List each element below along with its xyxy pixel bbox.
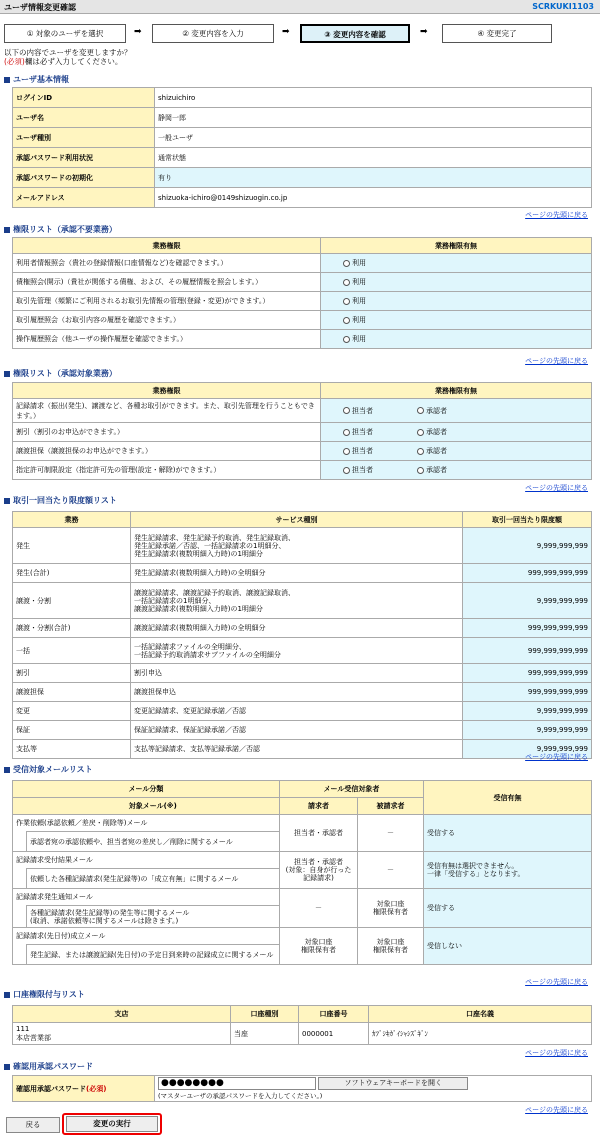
section-perm-no-approval: 権限リスト（承認不要業務） xyxy=(4,224,117,235)
password-table: 確認用承認パスワード(必須) ●●●●●●●● ソフトウェアキーボードを開く (マスターユーザの承認パスワードを入力してください。) xyxy=(12,1075,592,1102)
mail-row: 記録請求受付結果メール 担当者・承認者 (対象：自身が行った 記録請求) － 受信有無は選択できません。 一律「受信する」となります。 xyxy=(13,852,592,869)
mail-subrow: 発生記録、または譲渡記録(先日付)の予定日到来時の記録成立に関するメール xyxy=(13,945,592,965)
radio-icon xyxy=(343,317,350,324)
section-mail: 受信対象メールリスト xyxy=(4,764,93,775)
execute-change-button[interactable]: 変更の実行 xyxy=(66,1116,158,1132)
software-keyboard-button[interactable]: ソフトウェアキーボードを開く xyxy=(318,1077,468,1090)
radio-icon xyxy=(343,467,350,474)
back-to-top-link[interactable]: ページの先頭に戻る xyxy=(525,484,588,492)
radio-icon xyxy=(343,298,350,305)
step-indicator xyxy=(0,24,600,44)
limit-row: 発生 発生記録請求、発生記録予約取消、発生記録取消、 発生記録承諾／否認、一括記録請求の1明細分、 発生記録請求(複数明細入力時)の1明細分 9,999,999,999 xyxy=(13,528,592,564)
title-bar xyxy=(0,0,600,14)
radio-icon xyxy=(417,448,424,455)
limit-table: 業務 サービス種別 取引一回当たり限度額 発生 発生記録請求、発生記録予約取消、発生記録取消、 発生記録承諾／否認、一括記録請求の1明細分、 発生記録請求(複数明細入力時)の1明細分 9,999,999,999 発生(合計) 発生記録請求(複数明細入力時)の全明細分 999,999,999,999 譲渡・分割 譲渡記録請求、譲渡記録予約取消、譲渡記録取消、 一括記録請求の1明細分、 譲渡記録請求(複数明細入力時)の1明細分 9,999,999,999 譲渡・分割(合計) 譲渡記録請求(複数明細入力時)の全明細分 999,999,999,999 一括 一括記録請求ファイルの全明細分、 一括記録予約取消請求サブファイルの全明細分 999,999,999,999 割引 割引申込 999,999,999,999 譲渡担保 譲渡担保申込 999,999,999,999 変更 変更記録請求、変更記録承諾／否認 9,999,999,999 保証 保証記録請求、保証記録承諾／否認 9,999,999,999 支払等 支払等記録請求、支払等記録承諾／否認 9,999,999,999 xyxy=(12,511,592,759)
radio-icon xyxy=(417,467,424,474)
arrow-right-icon: ➡ xyxy=(420,27,428,37)
mail-row: 記録請求発生通知メール － 対象口座 権限保有者 受信する xyxy=(13,889,592,906)
back-to-top-link[interactable]: ページの先頭に戻る xyxy=(525,211,588,219)
limit-row: 一括 一括記録請求ファイルの全明細分、 一括記録予約取消請求サブファイルの全明細分 999,999,999,999 xyxy=(13,638,592,664)
step-4: ④ 変更完了 xyxy=(442,24,552,43)
limit-row: 変更 変更記録請求、変更記録承諾／否認 9,999,999,999 xyxy=(13,702,592,721)
intro-text: 以下の内容でユーザを変更しますか？ (必須)欄は必ず入力してください。 xyxy=(4,48,132,66)
back-to-top-link[interactable]: ページの先頭に戻る xyxy=(525,978,588,986)
mail-row: 作業依頼(承認依頼／差戻・削除等)メール 担当者・承認者 － 受信する xyxy=(13,815,592,832)
screen-id: SCRKUKI1103 xyxy=(532,2,594,11)
section-limit: 取引一回当たり限度額リスト xyxy=(4,495,117,506)
back-to-top-link[interactable]: ページの先頭に戻る xyxy=(525,753,588,761)
radio-icon xyxy=(417,407,424,414)
back-to-top-link[interactable]: ページの先頭に戻る xyxy=(525,1049,588,1057)
limit-row: 譲渡担保 譲渡担保申込 999,999,999,999 xyxy=(13,683,592,702)
perm-no-approval-table: 業務権限 業務権限有無 利用者情報照会（貴社の登録情報(口座情報など)を確認できます。） 利用 債権照会(開示)（貴社が関係する債権、および、その履歴情報を照会します。） 利用 取引先管理（頻繁にご利用されるお取引先情報の管理(登録・変更)ができます。） 利用 取引履歴照会（お取引内容の履歴を確認できます。） 利用 操作履歴照会（他ユーザの操作履歴を確認できます。） 利用 xyxy=(12,237,592,349)
arrow-right-icon: ➡ xyxy=(282,27,290,37)
back-to-top-link[interactable]: ページの先頭に戻る xyxy=(525,1106,588,1114)
back-to-top-link[interactable]: ページの先頭に戻る xyxy=(525,357,588,365)
mail-subrow: 依頼した各種記録請求(発生記録等)の「成立有無」に関するメール xyxy=(13,869,592,889)
mail-table: メール分類 メール受信対象者 受信有無 対象メール(※) 請求者 被請求者 作業依頼(承認依頼／差戻・削除等)メール 担当者・承認者 － 受信する 承認者宛の承認依頼や、担当者宛の差戻し／削除に関するメール 記録請求受付結果メール 担当者・承認者 (対象：自身が行った 記録請求) － 受信有無は選択できません。 一律「受信する」となります。 依頼した各種記録請求(発生記録等)の「成立有無」に関するメール 記録請求発生通知メール － 対象口座 権限保有者 受信する 各種記録請求(発生記録等)の発生等に関するメール (取消、承諾依頼等に関するメールは除きます。) 記録請求(先日付)成立メール 対象口座 権限保有者 対象口座 権限保有者 受信しない 発生記録、または譲渡記録(先日付)の予定日到来時の記録成立に関するメール xyxy=(12,780,592,965)
back-button[interactable]: 戻る xyxy=(6,1117,60,1133)
limit-row: 割引 割引申込 999,999,999,999 xyxy=(13,664,592,683)
step-2: ② 変更内容を入力 xyxy=(152,24,274,43)
limit-row: 譲渡・分割(合計) 譲渡記録請求(複数明細入力時)の全明細分 999,999,999,999 xyxy=(13,619,592,638)
radio-icon xyxy=(343,260,350,267)
step-1: ① 対象のユーザを選択 xyxy=(4,24,126,43)
radio-icon xyxy=(343,336,350,343)
section-perm-approval: 権限リスト（承認対象業務） xyxy=(4,368,117,379)
account-table: 支店 口座種別 口座番号 口座名義 111 本店営業部 当座 0000001 ｶﾌﾞｼｷｶﾞｲｼｬｼｽﾞｷﾞﾝ xyxy=(12,1005,592,1045)
approval-password-input[interactable]: ●●●●●●●● xyxy=(158,1077,316,1090)
radio-icon xyxy=(343,448,350,455)
step-3-current: ③ 変更内容を確認 xyxy=(300,24,410,43)
mail-subrow: 承認者宛の承認依頼や、担当者宛の差戻し／削除に関するメール xyxy=(13,832,592,852)
mail-row: 記録請求(先日付)成立メール 対象口座 権限保有者 対象口座 権限保有者 受信しない xyxy=(13,928,592,945)
mail-subrow: 各種記録請求(発生記録等)の発生等に関するメール (取消、承諾依頼等に関するメールは除きます。) xyxy=(13,906,592,928)
radio-icon xyxy=(343,279,350,286)
page-title: ユーザ情報変更確認 xyxy=(4,3,76,12)
radio-icon xyxy=(417,429,424,436)
section-basic-info: ユーザ基本情報 xyxy=(4,74,69,85)
section-account: 口座権限付与リスト xyxy=(4,989,85,1000)
section-password: 確認用承認パスワード xyxy=(4,1061,93,1072)
limit-row: 保証 保証記録請求、保証記録承諾／否認 9,999,999,999 xyxy=(13,721,592,740)
radio-icon xyxy=(343,429,350,436)
limit-row: 支払等 支払等記録請求、支払等記録承諾／否認 9,999,999,999 xyxy=(13,740,592,759)
radio-icon xyxy=(343,407,350,414)
limit-row: 発生(合計) 発生記録請求(複数明細入力時)の全明細分 999,999,999,999 xyxy=(13,564,592,583)
perm-approval-table: 業務権限 業務権限有無 記録請求（振出(発生)、譲渡など、各種お取引ができます。また、取引先管理を行うこともできます。） 担当者 承認者 割引（割引のお申込ができます。） 担当者 承認者 譲渡担保（譲渡担保のお申込ができます。） 担当者 承認者 指定許可制限設定（指定許可先の管理(設定・解除)ができます。） 担当者 承認者 xyxy=(12,382,592,480)
arrow-right-icon: ➡ xyxy=(134,27,142,37)
basic-info-table: ログインID shizuichiro ユーザ名 静岡一郎 ユーザ種別 一般ユーザ 承認パスワード利用状況 通常状態 承認パスワードの初期化 有り メールアドレス shizuoka-ichiro@0149shizuogin.co.jp xyxy=(12,87,592,208)
limit-row: 譲渡・分割 譲渡記録請求、譲渡記録予約取消、譲渡記録取消、 一括記録請求の1明細分、 譲渡記録請求(複数明細入力時)の1明細分 9,999,999,999 xyxy=(13,583,592,619)
